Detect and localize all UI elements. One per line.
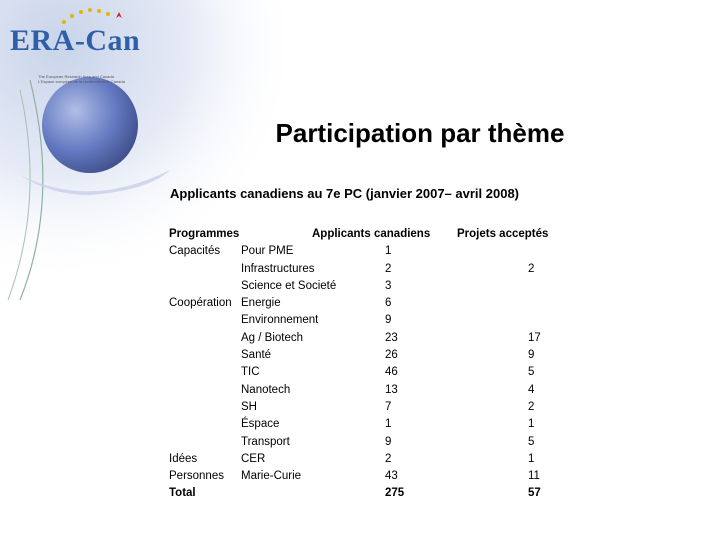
theme-cell: Infrastructures — [241, 262, 315, 275]
table-row — [169, 453, 569, 470]
programme-cell: Personnes — [169, 470, 224, 483]
applicants-cell: 1 — [385, 418, 392, 431]
theme-cell: TIC — [241, 366, 260, 379]
applicants-cell: 6 — [385, 297, 392, 310]
theme-cell: Marie-Curie — [241, 470, 302, 483]
applicants-cell: 9 — [385, 314, 392, 327]
theme-cell: CER — [241, 452, 266, 465]
accepted-cell: 57 — [528, 487, 541, 500]
accepted-cell: 9 — [528, 349, 535, 362]
table-row — [169, 470, 569, 487]
era-can-logo — [4, 4, 164, 84]
table-total-row — [169, 487, 569, 504]
table-row — [169, 297, 569, 314]
header-accepted: Projets acceptés — [457, 228, 549, 240]
theme-cell: Nanotech — [241, 383, 291, 396]
theme-cell: Ag / Biotech — [241, 331, 304, 344]
applicants-cell: 275 — [385, 487, 405, 500]
programme-cell: Idées — [169, 452, 198, 465]
header-programmes: Programmes — [169, 228, 240, 240]
accepted-cell: 4 — [528, 383, 535, 396]
theme-cell: Éspace — [241, 418, 280, 431]
accepted-cell: 2 — [528, 400, 535, 413]
table-header-row — [169, 228, 569, 245]
accepted-cell: 5 — [528, 435, 535, 448]
table-row — [169, 314, 569, 331]
applicants-cell: 23 — [385, 331, 398, 344]
theme-cell: Pour PME — [241, 245, 294, 258]
logo-tagline: The European Research Area and Canada L'Espace européen de la recherche et le Canada — [38, 74, 125, 84]
table-caption: Applicants canadiens au 7e PC (janvier 2007– avril 2008) — [170, 186, 520, 201]
programme-cell: Total — [169, 487, 196, 500]
logo-wordmark: ERA-Can — [10, 24, 141, 57]
accepted-cell: 11 — [528, 470, 540, 483]
table-row — [169, 245, 569, 262]
globe-graphic — [42, 77, 138, 173]
theme-cell: Transport — [241, 435, 290, 448]
applicants-cell: 26 — [385, 349, 398, 362]
page-title: Participation par thème — [275, 118, 565, 148]
applicants-cell: 9 — [385, 435, 392, 448]
applicants-cell: 7 — [385, 400, 392, 413]
programme-cell: Coopération — [169, 297, 232, 310]
theme-cell: Santé — [241, 349, 272, 362]
programme-cell: Capacités — [169, 245, 221, 258]
applicants-cell: 13 — [385, 383, 398, 396]
applicants-cell: 46 — [385, 366, 398, 379]
table-row — [169, 401, 569, 418]
table-row — [169, 436, 569, 453]
applicants-cell: 43 — [385, 470, 398, 483]
table-row — [169, 280, 569, 297]
table-row — [169, 366, 569, 383]
accepted-cell: 17 — [528, 331, 541, 344]
table-row — [169, 418, 569, 435]
table-row — [169, 332, 569, 349]
applicants-cell: 3 — [385, 279, 392, 292]
theme-cell: SH — [241, 400, 257, 413]
applicants-cell: 2 — [385, 262, 392, 275]
participation-table — [169, 228, 569, 505]
applicants-cell: 2 — [385, 452, 392, 465]
theme-cell: Science et Societé — [241, 279, 337, 292]
theme-cell: Energie — [241, 297, 281, 310]
accepted-cell: 2 — [528, 262, 535, 275]
table-row — [169, 384, 569, 401]
accepted-cell: 5 — [528, 366, 535, 379]
accepted-cell: 1 — [528, 418, 535, 431]
theme-cell: Environnement — [241, 314, 319, 327]
applicants-cell: 1 — [385, 245, 392, 258]
table-row — [169, 263, 569, 280]
table-row — [169, 349, 569, 366]
header-applicants: Applicants canadiens — [312, 228, 431, 240]
accepted-cell: 1 — [528, 452, 535, 465]
